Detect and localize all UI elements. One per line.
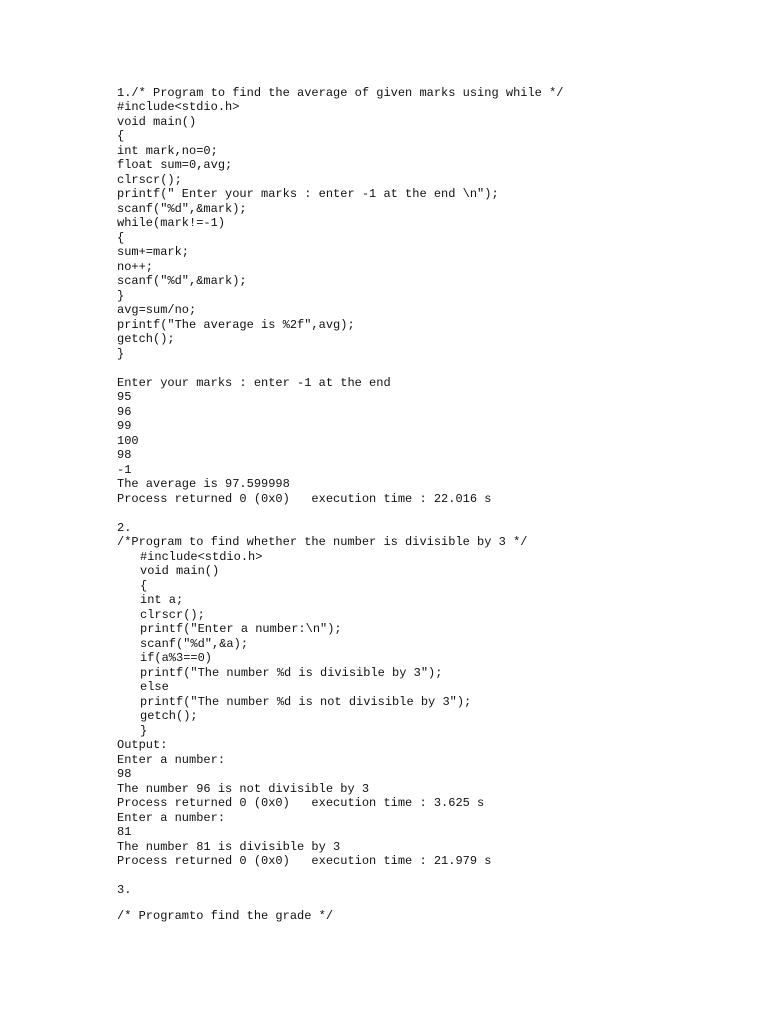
code-line: printf(" Enter your marks : enter -1 at the end \n"); (117, 187, 499, 201)
code-line: #include<stdio.h> (117, 100, 240, 114)
code-line: int mark,no=0; (117, 144, 218, 158)
code-line: scanf("%d",&mark); (117, 202, 247, 216)
code-line: { (117, 129, 125, 143)
output-line: 96 (117, 405, 132, 419)
code-line: { (117, 231, 125, 245)
output-line: Enter a number: (117, 811, 226, 825)
output-line: Process returned 0 (0x0) execution time : 21.979 s (117, 854, 492, 868)
code-line: printf("Enter a number:\n"); (140, 622, 342, 636)
code-line: printf("The number %d is divisible by 3"); (140, 666, 443, 680)
code-line: getch(); (140, 709, 198, 723)
code-line: clrscr(); (117, 173, 182, 187)
output-line: The number 81 is divisible by 3 (117, 840, 341, 854)
output-line: Enter a number: (117, 753, 226, 767)
output-line: -1 (117, 463, 132, 477)
code-line: void main() (140, 564, 220, 578)
code-line: } (117, 289, 125, 303)
code-line: if(a%3==0) (140, 651, 213, 665)
code-line: } (140, 724, 148, 738)
output-line: 98 (117, 767, 132, 781)
output-line: Process returned 0 (0x0) execution time : 3.625 s (117, 796, 485, 810)
output-line: The number 96 is not divisible by 3 (117, 782, 370, 796)
code-line: int a; (140, 593, 184, 607)
code-line: scanf("%d",&mark); (117, 274, 247, 288)
code-line: getch(); (117, 332, 175, 346)
output-line: Process returned 0 (0x0) execution time : 22.016 s (117, 492, 492, 506)
output-line: 100 (117, 434, 139, 448)
code-line: } (117, 347, 125, 361)
code-line: float sum=0,avg; (117, 158, 233, 172)
code-line: printf("The number %d is not divisible by 3"); (140, 695, 472, 709)
output-line: 98 (117, 448, 132, 462)
code-line: scanf("%d",&a); (140, 637, 249, 651)
output-line: 99 (117, 419, 132, 433)
code-line: { (140, 579, 148, 593)
code-line: avg=sum/no; (117, 303, 197, 317)
section-header: /*Program to find whether the number is divisible by 3 */ (117, 535, 528, 549)
section-number: 2. (117, 521, 132, 535)
output-line: 81 (117, 825, 132, 839)
code-line: sum+=mark; (117, 245, 190, 259)
output-line: Output: (117, 738, 168, 752)
code-line: #include<stdio.h> (140, 550, 263, 564)
code-line: 1./* Program to find the average of given marks using while */ (117, 86, 564, 100)
code-line: while(mark!=-1) (117, 216, 226, 230)
output-line: The average is 97.599998 (117, 477, 290, 491)
output-line: Enter your marks : enter -1 at the end (117, 376, 391, 390)
code-line: else (140, 680, 169, 694)
code-line: clrscr(); (140, 608, 205, 622)
section-header: /* Programto find the grade */ (117, 909, 334, 923)
code-line: printf("The average is %2f",avg); (117, 318, 355, 332)
code-line: no++; (117, 260, 154, 274)
section-number: 3. (117, 883, 132, 897)
code-line: void main() (117, 115, 197, 129)
output-line: 95 (117, 390, 132, 404)
